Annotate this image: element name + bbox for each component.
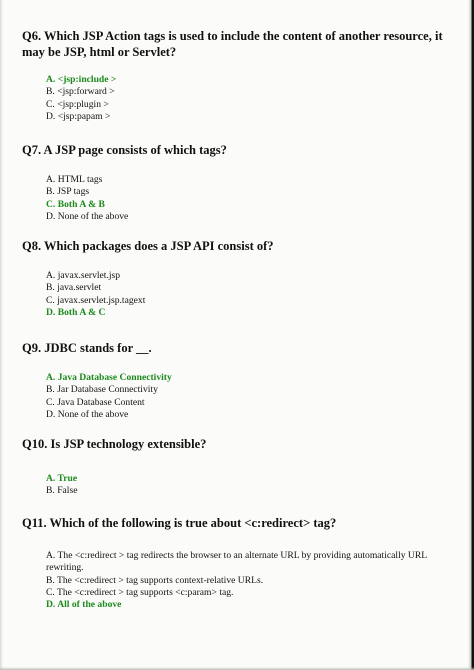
question-9-text: Q9. JDBC stands for __.: [22, 341, 152, 355]
question-10-option-a: A. True: [46, 473, 78, 484]
question-6-option-a: A. <jsp:include >: [46, 74, 117, 85]
question-8-options: [46, 270, 446, 319]
page-edge-right: [468, 0, 474, 670]
page-edge-left: [0, 0, 3, 670]
question-6-text: Q6. Which JSP Action tags is used to include the content of another resource, it may be JSP, html or Servlet?: [22, 29, 443, 59]
question-7-option-b: B. JSP tags: [46, 186, 90, 198]
question-9-option-d: D. None of the above: [46, 408, 129, 420]
question-7-text: Q7. A JSP page consists of which tags?: [22, 143, 227, 157]
question-10-option-b: B. False: [46, 485, 78, 497]
question-7-option-d: D. None of the above: [46, 210, 129, 222]
question-9-options: [46, 372, 446, 421]
question-11-option-b: B. The <c:redirect > tag supports context-relative URLs.: [46, 574, 264, 586]
question-10-text: Q10. Is JSP technology extensible?: [22, 437, 207, 451]
question-8-option-c: C. javax.servlet.jsp.tagext: [46, 294, 146, 306]
question-6-option-b: B. <jsp:forward >: [46, 86, 115, 98]
question-11-option-d: D. All of the above: [46, 599, 122, 611]
question-9-option-b: B. Jar Database Connectivity: [46, 384, 158, 396]
question-8-option-d: D. Both A & C: [46, 306, 106, 318]
question-7-option-a: A. HTML tags: [46, 174, 103, 185]
question-8-text: Q8. Which packages does a JSP API consist of?: [22, 239, 274, 253]
question-7-options: [46, 174, 446, 223]
question-11-option-c: C. The <c:redirect > tag supports <c:param> tag.: [46, 586, 234, 598]
question-6-option-d: D. <jsp:papam >: [46, 110, 111, 122]
question-11-option-a: A. The <c:redirect > tag redirects the browser to an alternate URL by providing automatically URL rewriting.: [46, 550, 427, 574]
question-9-option-c: C. Java Database Content: [46, 396, 145, 408]
question-6-options: [46, 74, 446, 123]
question-11-text: Q11. Which of the following is true about <c:redirect> tag?: [22, 516, 337, 530]
question-10-options: [46, 473, 446, 498]
question-11-options: [46, 550, 441, 611]
question-6-option-c: C. <jsp:plugin >: [46, 98, 109, 110]
question-8-option-b: B. java.servlet: [46, 282, 102, 294]
question-9-option-a: A. Java Database Connectivity: [46, 372, 172, 383]
question-8-option-a: A. javax.servlet.jsp: [46, 270, 121, 281]
question-7-option-c: C. Both A & B: [46, 198, 105, 210]
